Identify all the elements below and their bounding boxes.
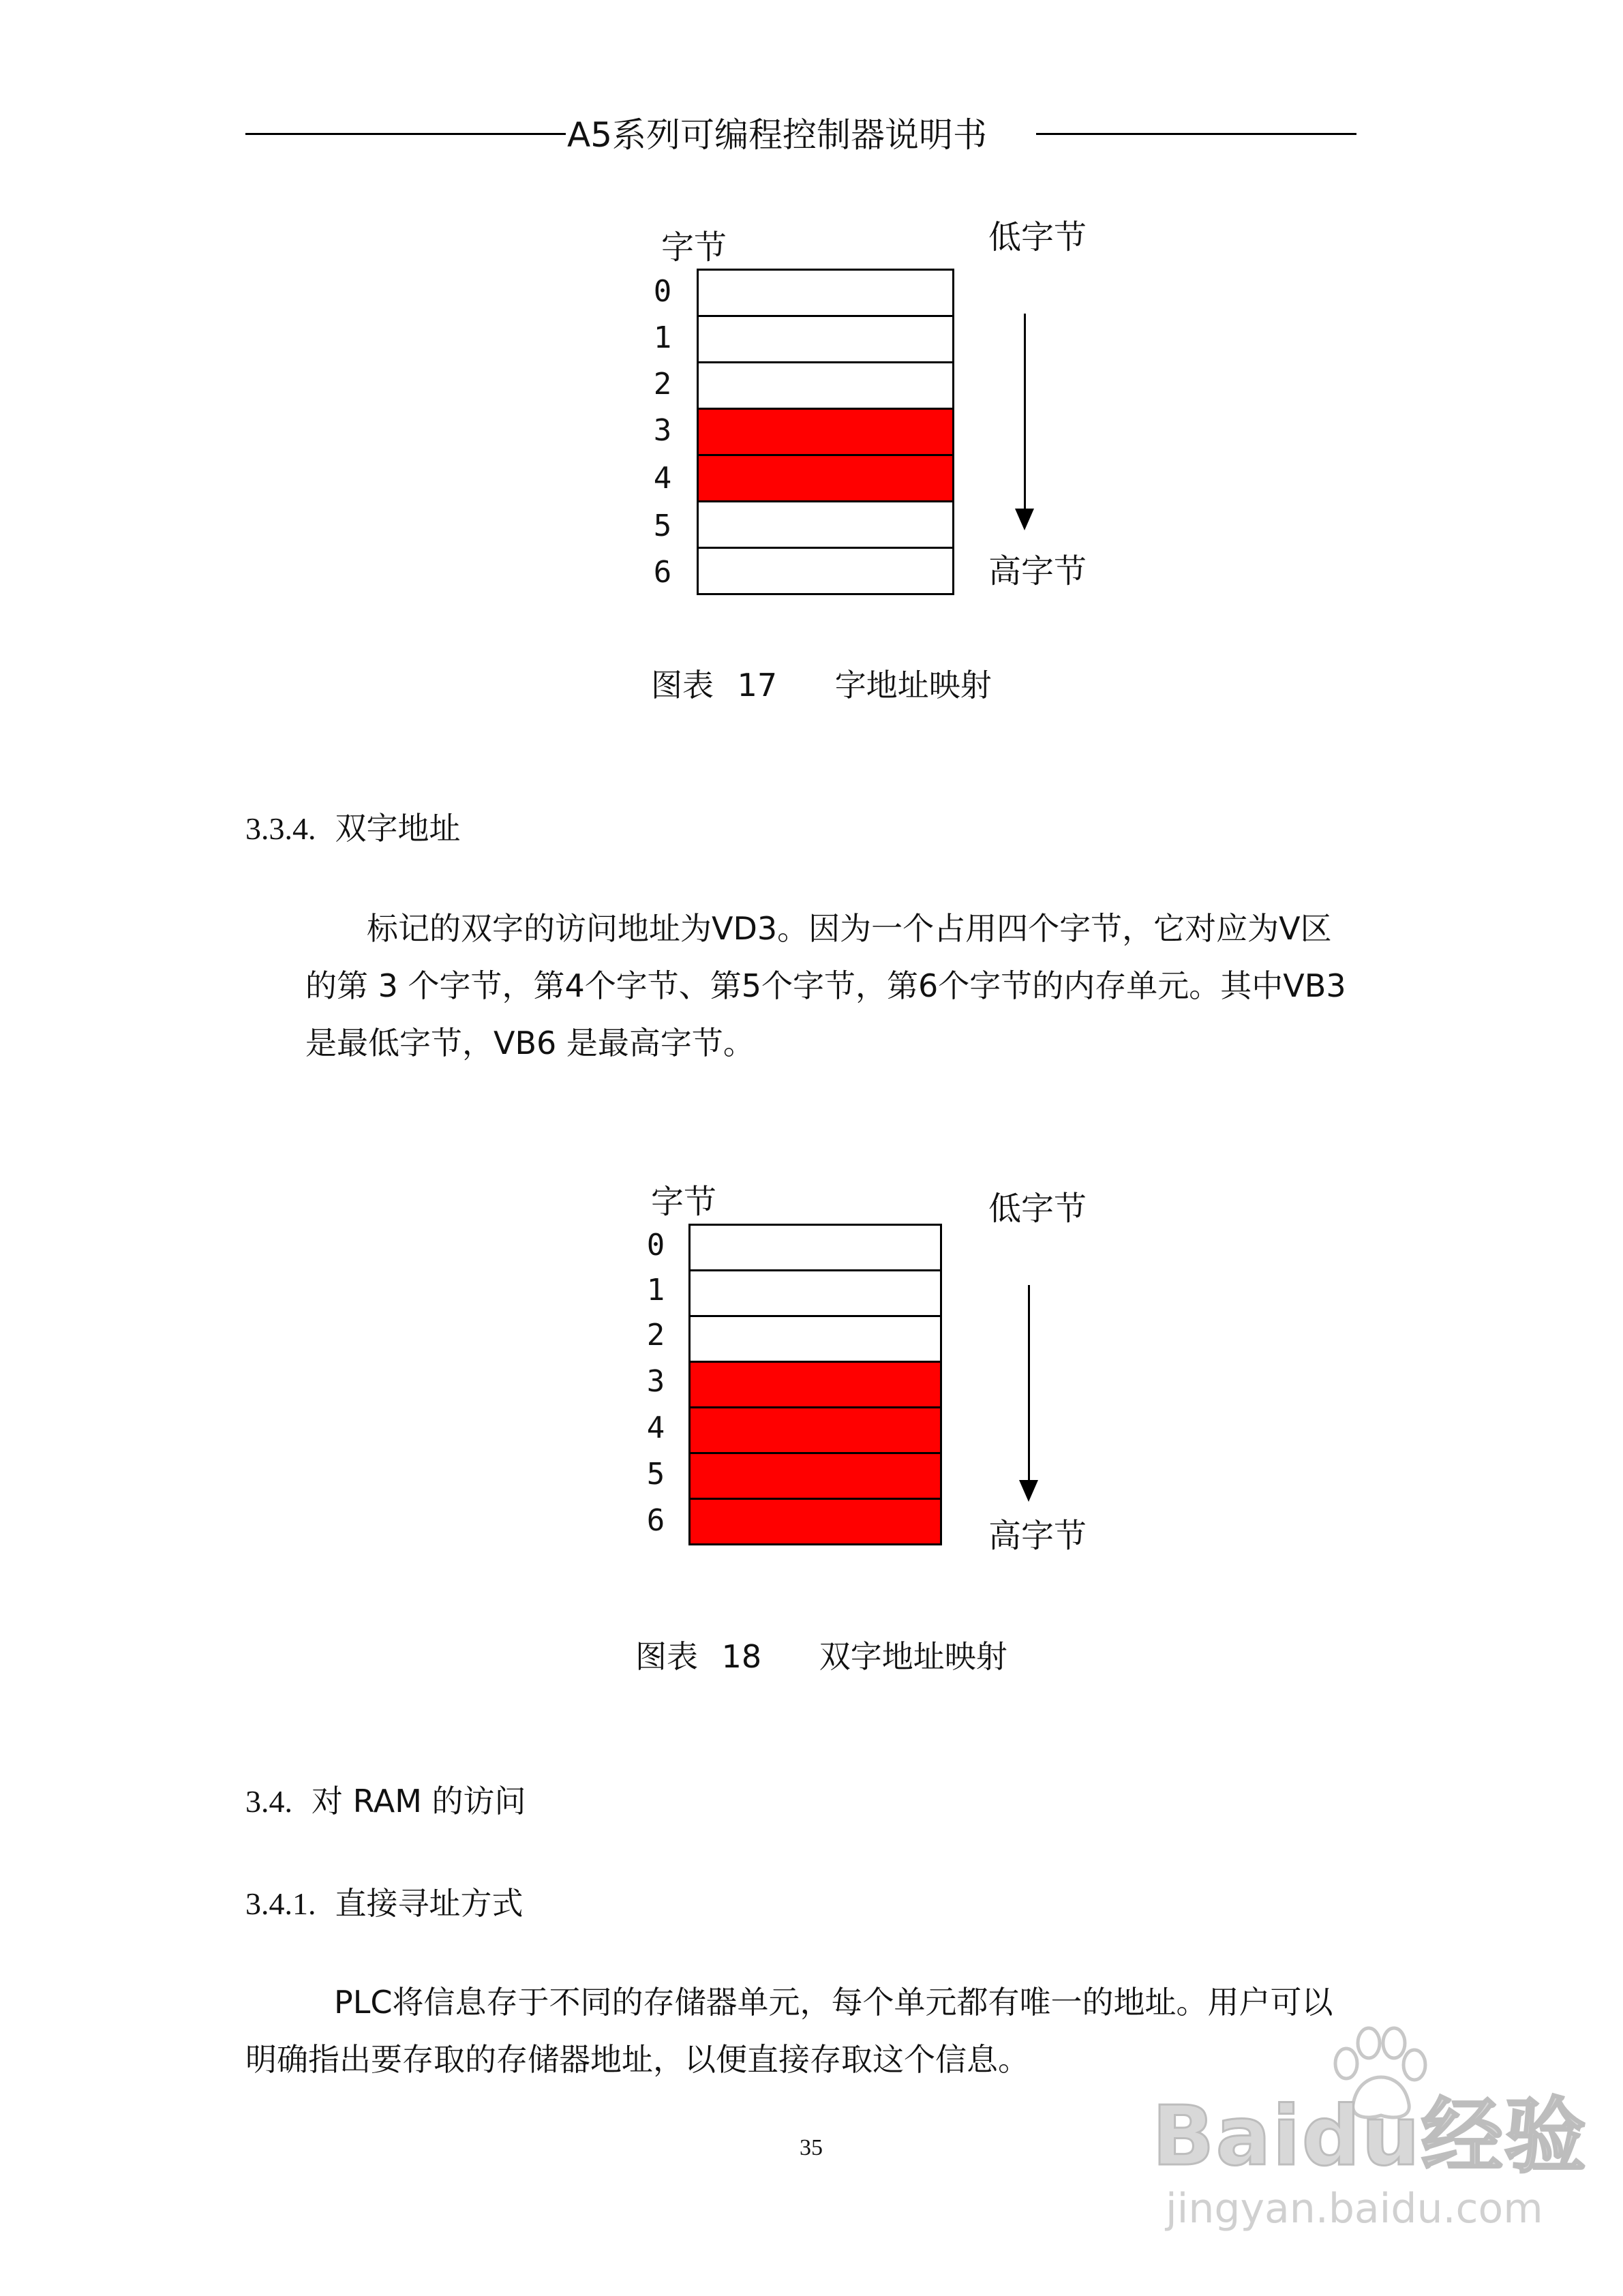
byte-index: 2 — [646, 1318, 665, 1353]
byte-column-label: 字节 — [651, 1183, 717, 1221]
figure-18-caption — [635, 1636, 1007, 1677]
byte-cell-4 — [697, 454, 954, 502]
caption-number: 18 — [721, 1638, 762, 1675]
byte-index: 5 — [646, 1457, 665, 1492]
header-rule-left — [245, 133, 566, 135]
byte-cell-4 — [688, 1406, 942, 1454]
watermark-brand: Baidu经验 — [1152, 2089, 1588, 2184]
section-title: 直接寻址方式 — [335, 1885, 524, 1922]
byte-cell-1 — [688, 1269, 942, 1317]
byte-cell-0 — [688, 1224, 942, 1271]
caption-title: 字地址映射 — [834, 667, 992, 704]
caption-prefix: 图表 — [651, 667, 714, 704]
down-arrow-icon — [1015, 509, 1034, 530]
section-heading-3-4 — [245, 1781, 526, 1822]
byte-index: 3 — [653, 413, 672, 448]
section-heading-3-3-4 — [245, 808, 461, 849]
byte-index: 0 — [653, 274, 672, 309]
section-title: 对 RAM 的访问 — [312, 1783, 526, 1819]
document-title: A5系列可编程控制器说明书 — [566, 115, 987, 155]
byte-index: 6 — [646, 1503, 665, 1538]
byte-index: 1 — [646, 1273, 665, 1308]
paragraph-line: PLC将信息存于不同的存储器单元，每个单元都有唯一的地址。用户可以 — [334, 1984, 1333, 2021]
direction-arrow-shaft — [1024, 314, 1026, 511]
byte-cell-3 — [688, 1361, 942, 1408]
caption-title: 双字地址映射 — [819, 1638, 1007, 1675]
byte-index: 4 — [653, 461, 672, 496]
header-rule-right — [1036, 133, 1356, 135]
section-number: 3.4.1. — [245, 1886, 316, 1921]
high-byte-label: 高字节 — [988, 1517, 1087, 1555]
figure-17-caption — [651, 665, 992, 706]
baidu-watermark — [1152, 2055, 1588, 2260]
section-title: 双字地址 — [335, 810, 461, 847]
byte-cell-5 — [697, 500, 954, 549]
paragraph-double-word — [305, 900, 1346, 1072]
down-arrow-icon — [1019, 1480, 1038, 1502]
byte-cell-0 — [697, 269, 954, 317]
figure-18-diagram — [634, 1183, 1111, 1592]
byte-cell-2 — [697, 361, 954, 410]
byte-index: 6 — [653, 555, 672, 590]
byte-cell-1 — [697, 315, 954, 363]
byte-index: 2 — [653, 367, 672, 402]
section-heading-3-4-1 — [245, 1883, 524, 1924]
paragraph-line: 标记的双字的访问地址为VD3。因为一个占用四个字节，它对应为Ⅴ区 — [367, 910, 1332, 947]
paragraph-line: 的第 3 个字节，第4个字节、第5个字节，第6个字节的内存单元。其中VB3 — [305, 967, 1346, 1004]
paragraph-line: 明确指出要存取的存储器地址，以便直接存取这个信息。 — [245, 2041, 1029, 2078]
byte-index: 3 — [646, 1364, 665, 1399]
section-number: 3.3.4. — [245, 811, 316, 846]
byte-index: 1 — [653, 320, 672, 355]
low-byte-label: 低字节 — [988, 218, 1087, 256]
page-number: 35 — [800, 2135, 823, 2160]
figure-17-diagram — [641, 211, 1118, 620]
byte-cell-6 — [697, 547, 954, 595]
low-byte-label: 低字节 — [988, 1190, 1087, 1228]
high-byte-label: 高字节 — [988, 552, 1087, 590]
caption-prefix: 图表 — [635, 1638, 698, 1675]
byte-index: 5 — [653, 509, 672, 543]
byte-index: 4 — [646, 1410, 665, 1445]
byte-cell-5 — [688, 1452, 942, 1500]
direction-arrow-shaft — [1028, 1285, 1030, 1483]
byte-cell-2 — [688, 1315, 942, 1363]
byte-cell-3 — [697, 408, 954, 456]
byte-cell-6 — [688, 1498, 942, 1545]
byte-index: 0 — [646, 1228, 665, 1263]
watermark-url: jingyan.baidu.com — [1166, 2185, 1543, 2233]
paragraph-line: 是最低字节，VB6 是最高字节。 — [305, 1025, 755, 1061]
section-number: 3.4. — [245, 1784, 292, 1819]
caption-number: 17 — [737, 667, 778, 704]
byte-column-label: 字节 — [661, 228, 727, 267]
